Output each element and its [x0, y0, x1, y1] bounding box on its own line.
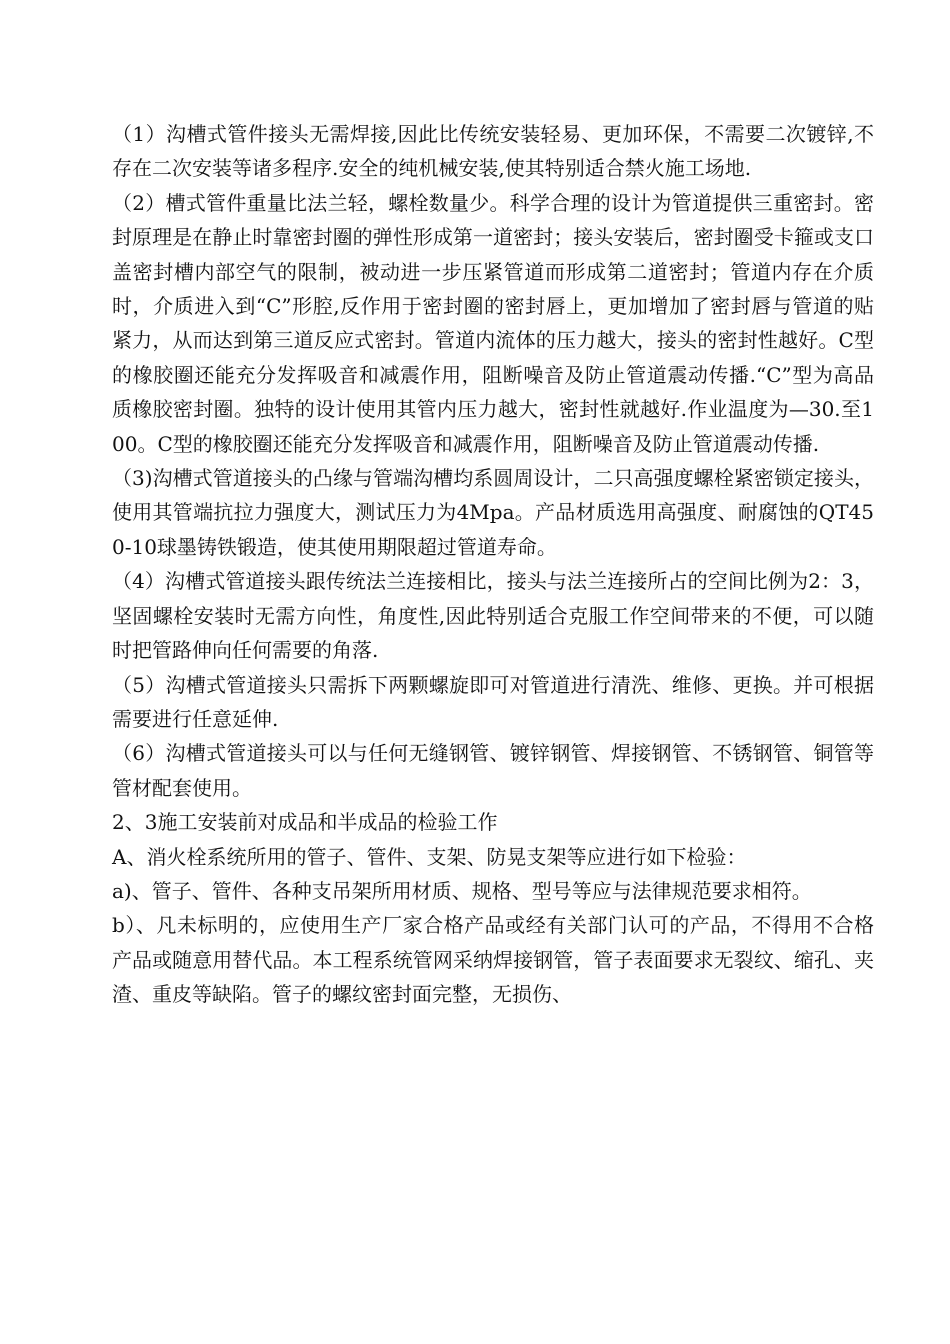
paragraph-2: （2）槽式管件重量比法兰轻，螺栓数量少。科学合理的设计为管道提供三重密封。密封原理是在静止时靠密封圈的弹性形成第一道密封；接头安装后，密封圈受卡箍或支口盖密封槽内部空气的限制，被动进一步压紧管道而形成第二道密封；管道内存在介质时，介质进入到“C”形腔,反作用于密封圈的密封唇上，更加增加了密封唇与管道的贴紧力，从而达到第三道反应式密封。管道内流体的压力越大，接头的密封性越好。C型的橡胶圈还能充分发挥吸音和减震作用，阻断噪音及防止管道震动传播.“C”型为高品质橡胶密封圈。独特的设计使用其管内压力越大，密封性就越好.作业温度为—30.至100。C型的橡胶圈还能充分发挥吸音和减震作用，阻断噪音及防止管道震动传播. [112, 190, 874, 456]
paragraph-a: A、消火栓系统所用的管子、管件、支架、防晃支架等应进行如下检验： [112, 844, 747, 869]
section-heading: 2、3施工安装前对成品和半成品的检验工作 [112, 810, 498, 835]
paragraph-5: （5）沟槽式管道接头只需拆下两颗螺旋即可对管道进行清洗、维修、更换。并可根据需要进行任意延伸. [112, 672, 874, 731]
paragraph-3: （3)沟槽式管道接头的凸缘与管端沟槽均系圆周设计，二只高强度螺栓紧密锁定接头，使用其管端抗拉力强度大，测试压力为4Mpa。产品材质选用高强度、耐腐蚀的QT450-10球墨铸铁锻造，使其使用期限超过管道寿命。 [112, 466, 874, 559]
paragraph-a-sub: a)、管子、管件、各种支吊架所用材质、规格、型号等应与法律规范要求相符。 [112, 878, 812, 903]
paragraph-4: （4）沟槽式管道接头跟传统法兰连接相比，接头与法兰连接所占的空间比例为2：3，坚固螺栓安装时无需方向性，角度性,因此特别适合克服工作空间带来的不便，可以随时把管路伸向任何需要的角落. [112, 569, 874, 663]
document-page [112, 117, 874, 1012]
paragraph-b-sub: b）、凡未标明的，应使用生产厂家合格产品或经有关部门认可的产品，不得用不合格产品或随意用替代品。本工程系统管网采纳焊接钢管，管子表面要求无裂纹、缩孔、夹渣、重皮等缺陷。管子的螺纹密封面完整，无损伤、 [112, 913, 874, 1007]
paragraph-1: （1）沟槽式管件接头无需焊接,因此比传统安装轻易、更加环保，不需要二次镀锌,不存在二次安装等诸多程序.安全的纯机械安装,使其特别适合禁火施工场地. [112, 122, 874, 181]
paragraph-6: （6）沟槽式管道接头可以与任何无缝钢管、镀锌钢管、焊接钢管、不锈钢管、铜管等管材配套使用。 [112, 741, 874, 800]
